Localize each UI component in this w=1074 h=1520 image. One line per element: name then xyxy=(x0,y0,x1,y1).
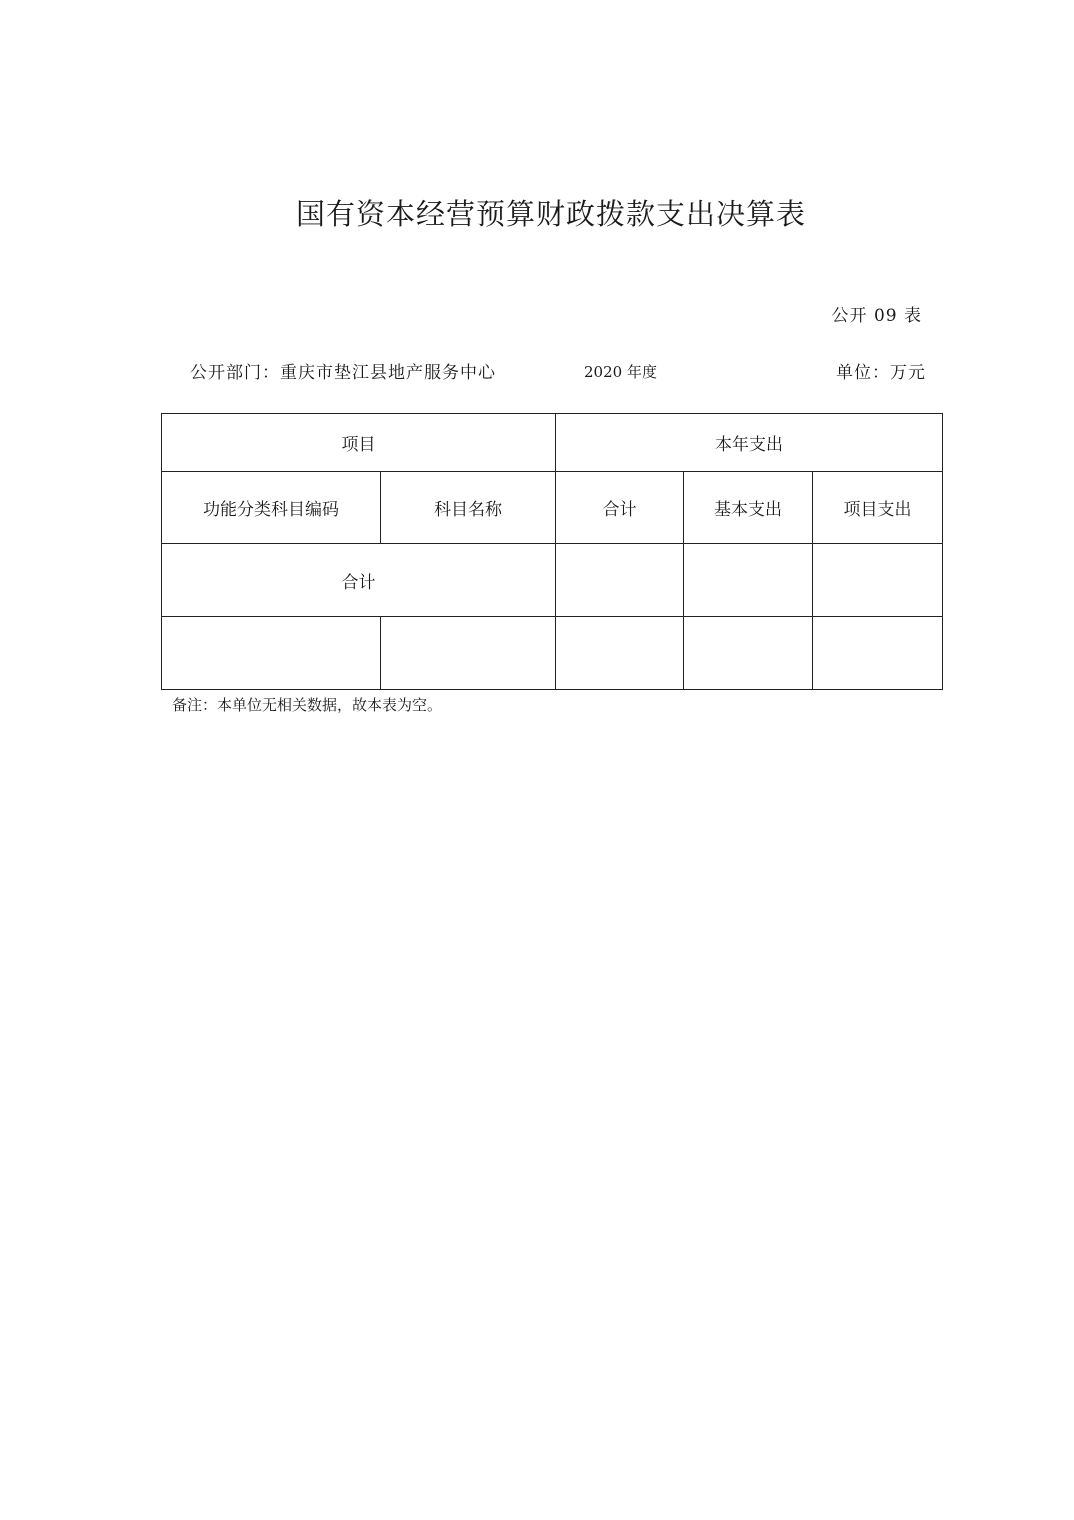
total-row xyxy=(162,544,943,617)
header-project: 项目 xyxy=(162,414,556,472)
header-total: 合计 xyxy=(556,472,684,544)
table-note: 备注：本单位无相关数据，故本表为空。 xyxy=(172,696,443,714)
table-header-group-row xyxy=(162,414,943,472)
fiscal-year: 2020 年度 xyxy=(584,363,657,381)
total-row-total xyxy=(556,544,684,617)
unit-label: 单位：万元 xyxy=(836,363,926,383)
header-subject-name: 科目名称 xyxy=(381,472,556,544)
table-row xyxy=(162,617,943,690)
header-current-year-expense: 本年支出 xyxy=(556,414,943,472)
form-number: 公开 09 表 xyxy=(831,306,922,326)
total-row-project-expense xyxy=(813,544,943,617)
table-header-row xyxy=(162,472,943,544)
department-label: 公开部门：重庆市垫江县地产服务中心 xyxy=(190,363,496,383)
header-project-expense: 项目支出 xyxy=(813,472,943,544)
header-function-code: 功能分类科目编码 xyxy=(162,472,381,544)
header-basic-expense: 基本支出 xyxy=(684,472,813,544)
row-project-expense xyxy=(813,617,943,690)
total-row-label: 合计 xyxy=(162,544,556,617)
row-subject-name xyxy=(381,617,556,690)
row-basic-expense xyxy=(684,617,813,690)
row-function-code xyxy=(162,617,381,690)
page-title: 国有资本经营预算财政拨款支出决算表 xyxy=(295,197,806,231)
total-row-basic-expense xyxy=(684,544,813,617)
row-total xyxy=(556,617,684,690)
expense-table xyxy=(161,413,943,690)
